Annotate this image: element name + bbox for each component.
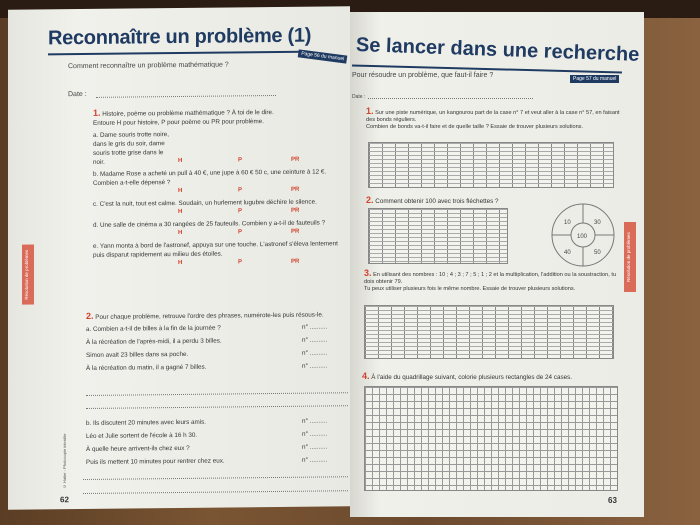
date-label: Date :: [352, 94, 366, 100]
choice-h[interactable]: H: [178, 208, 183, 216]
answer-line[interactable]: [83, 490, 348, 494]
answer-line[interactable]: [86, 405, 348, 409]
copyright-footer: © Hatier - Photocopie interdite: [62, 433, 67, 490]
square-grid[interactable]: [364, 386, 618, 491]
sentence-row: [86, 361, 346, 377]
date-label: Date :: [68, 90, 87, 99]
sentence-a4: À la récréation du matin, il a gagné 7 billes.: [86, 363, 207, 372]
sentence-a2: À la récréation de l'après-midi, il a perdu 3 billes.: [86, 337, 222, 346]
page-number: 63: [608, 496, 617, 505]
subtitle: Pour résoudre un problème, que faut-il faire ?: [352, 72, 494, 79]
number-field[interactable]: n° ..........: [302, 443, 328, 451]
choice-pr[interactable]: PR: [291, 207, 300, 214]
sentence-row: [86, 455, 346, 471]
item-c: c. C'est la nuit, tout est calme. Soudain, un hurlement lugubre déchire le silence.: [93, 198, 317, 208]
number-field[interactable]: n° ..........: [302, 362, 328, 370]
number-field[interactable]: n° ..........: [302, 417, 328, 425]
manual-page-badge: Page 57 du manuel: [570, 75, 619, 83]
choices-row: [93, 206, 345, 218]
target-value: 30: [594, 220, 601, 226]
number-field[interactable]: n° ..........: [302, 430, 328, 438]
choices-row: [93, 257, 345, 269]
sentence-b3: À quelle heure arrivent-ils chez eux ?: [86, 444, 190, 453]
answer-grid-2[interactable]: [368, 208, 508, 264]
exercise-1: [93, 106, 345, 269]
choice-p[interactable]: P: [238, 187, 243, 194]
exercise-3-text: 3. En utilisant des nombres : 10 ; 4 ; 3 ; 7 ; 5 ; 1 ; 2 et la multiplication, l'addition ou la soustraction, tu dois obtenir 79. Tu peux utiliser plusieurs fois le même nombre. Essaie de trouver plusieurs solutions.: [364, 268, 617, 292]
choices-row: [93, 227, 345, 239]
target-value: 40: [564, 250, 571, 256]
choice-h[interactable]: H: [178, 229, 183, 237]
exercise-2-instruction: 2. Pour chaque problème, retrouve l'ordre des phrases, numérote-les puis résous-le.: [86, 310, 324, 321]
exercise-1-text: 1. Sur une piste numérique, un kangourou part de la case n° 7 et veut aller à la case n° 57, en faisant des bonds réguliers. Combien de bonds va-t-il faire et de quelle taille ? Essaie de trouver plusieurs solutions.: [366, 106, 620, 130]
choice-p[interactable]: P: [238, 229, 243, 236]
sentence-b2: Léo et Julie sortent de l'école à 16 h 30.: [86, 431, 198, 440]
item-a-block: [93, 128, 345, 167]
title-rule: [48, 51, 303, 56]
date-field[interactable]: [368, 98, 533, 99]
number-field[interactable]: n° ..........: [302, 336, 328, 344]
choice-p[interactable]: P: [238, 259, 243, 266]
choice-pr[interactable]: PR: [291, 186, 300, 193]
choice-pr[interactable]: PR: [291, 156, 300, 163]
manual-page-badge: Page 56 du manuel: [298, 49, 348, 63]
answer-line[interactable]: [86, 392, 348, 396]
subtitle: Comment reconnaître un problème mathématique ?: [68, 61, 229, 71]
choices-row: [93, 185, 345, 197]
side-tab: Résolution de problèmes: [624, 222, 636, 292]
dart-target: [550, 202, 616, 268]
sentence-b1: b. Ils discutent 20 minutes avec leurs amis.: [86, 418, 207, 427]
exercise-1-instruction: 1. Histoire, poème ou problème mathématique ? À toi de le dire. Entoure H pour histoire, P pour poème ou PR pour problème.: [93, 107, 274, 127]
item-b-block: [93, 167, 345, 197]
answer-grid-1[interactable]: [368, 142, 614, 188]
choices-row: [93, 155, 345, 167]
number-field[interactable]: n° ..........: [302, 456, 328, 464]
number-field[interactable]: n° ..........: [302, 323, 328, 331]
number-field[interactable]: n° ..........: [302, 349, 328, 357]
item-c-block: [93, 197, 345, 218]
target-value: 50: [594, 250, 601, 256]
choice-pr[interactable]: PR: [291, 228, 300, 235]
date-field[interactable]: [96, 95, 276, 98]
exercise-2b: [86, 416, 346, 471]
target-value: 100: [577, 234, 588, 240]
item-e-block: [93, 239, 345, 269]
exercise-2a: [86, 309, 346, 377]
answer-grid-3[interactable]: [364, 305, 614, 359]
page-title: Reconnaître un problème (1): [48, 24, 312, 50]
exercise-4-text: 4. À l'aide du quadrillage suivant, colorie plusieurs rectangles de 24 cases.: [362, 371, 572, 381]
left-page: [8, 6, 350, 510]
answer-line[interactable]: [83, 476, 348, 480]
choice-pr[interactable]: PR: [291, 258, 300, 265]
page-number: 62: [60, 495, 69, 505]
choice-h[interactable]: H: [178, 187, 183, 195]
item-e: e. Yann monta à bord de l'astronef, appuya sur une touche. L'astronef s'éleva lentement puis disparut rapidement au milieu des étoiles.: [93, 240, 338, 259]
right-page: [350, 12, 644, 517]
choice-h[interactable]: H: [178, 157, 183, 165]
page-title: Se lancer dans une recherche: [355, 34, 640, 66]
item-a: a. Dame souris trotte noire, dans le gris du soir, dame souris trotte grise dans le noir.: [93, 131, 169, 166]
item-d-block: [93, 218, 345, 239]
choice-h[interactable]: H: [178, 259, 183, 267]
choice-p[interactable]: P: [238, 157, 243, 164]
sentence-a1: a. Combien a-t-il de billes à la fin de la journée ?: [86, 324, 221, 333]
side-tab: Résolution de problèmes: [22, 245, 34, 305]
exercise-2-text: 2. Comment obtenir 100 avec trois fléchettes ?: [366, 195, 499, 205]
target-value: 10: [564, 220, 571, 226]
sentence-a3: Simon avait 23 billes dans sa poche.: [86, 350, 189, 359]
sentence-b4: Puis ils mettent 10 minutes pour rentrer chez eux.: [86, 457, 225, 466]
choice-p[interactable]: P: [238, 208, 243, 215]
item-b: b. Madame Rose a acheté un pull à 40 €, une jupe à 60 € 50 c, une ceinture à 12 €. Combien a-t-elle dépensé ?: [93, 168, 327, 187]
item-d: d. Une salle de cinéma a 30 rangées de 25 fauteuils. Combien y a-t-il de fauteuils ?: [93, 219, 326, 229]
